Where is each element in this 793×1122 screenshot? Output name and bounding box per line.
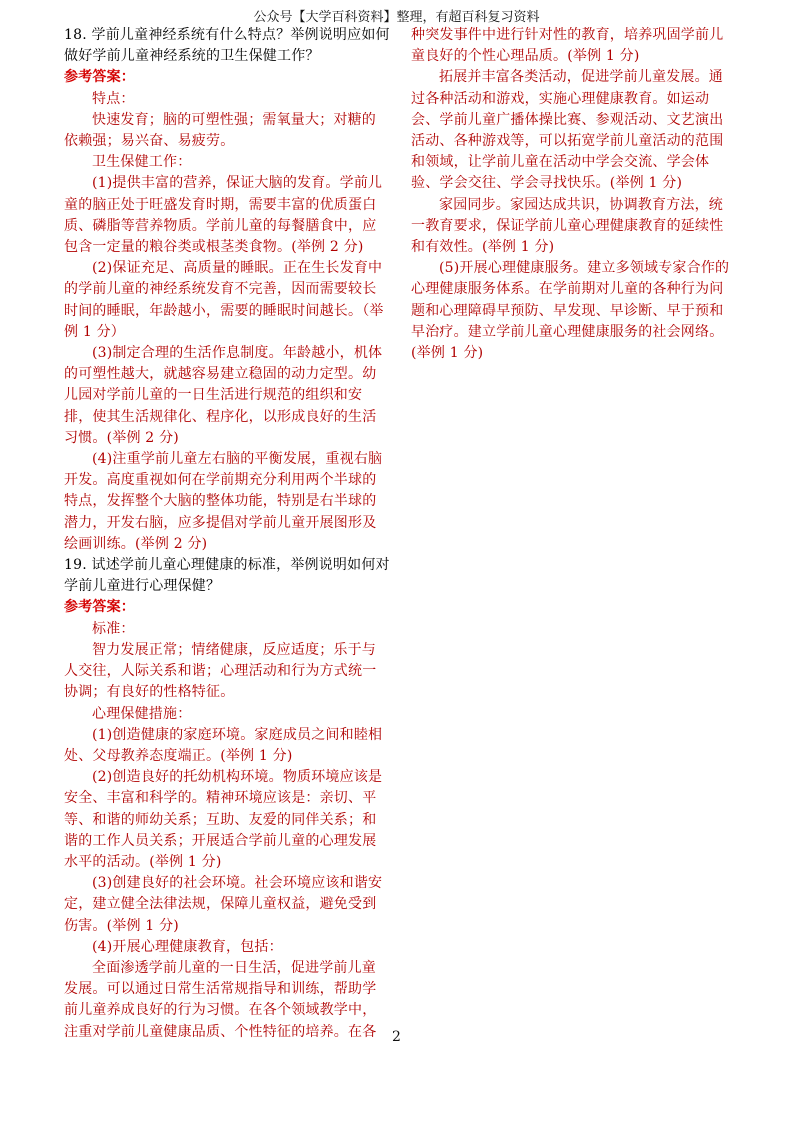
page-header: 公众号【大学百科资料】整理，有超百科复习资料 [253,10,540,25]
answer-label-19: 参考答案： [64,599,135,616]
paragraph-continued: 种突发事件中进行针对性的教育，培养巩固学前儿童良好的个性心理品质。(举例 1 分) [411,27,724,65]
paragraph: (4)注重学前儿童左右脑的平衡发展，重视右脑开发。高度重视如何在学前期充分利用两个半球的特点，发挥整个大脑的整体功能，特别是右半球的潜力，开发右脑，应多提倡对学前儿童开展图形及绘画训练。(举例 2 分) [64,451,383,552]
paragraph: 特点： [92,90,135,107]
paragraph: (3)创建良好的社会环境。社会环境应该和谐安定，建立健全法律法规，保障儿童权益，避免受到伤害。(举例 1 分) [64,875,383,934]
answer-label-18: 参考答案： [64,69,135,86]
paragraph: (2)保证充足、高质量的睡眠。正在生长发育中的学前儿童的神经系统发育不完善，因而需要较长时间的睡眠，年龄越小，需要的睡眠时间越长。（举例 1 分） [64,260,384,340]
question-18: 18. 学前儿童神经系统有什么特点？举例说明应如何做好学前儿童神经系统的卫生保健工作？ [64,27,390,65]
paragraph: 拓展并丰富各类活动，促进学前儿童发展。通过各种活动和游戏，实施心理健康教育。如运动会、学前儿童广播体操比赛、参观活动、文艺演出活动、各种游戏等，可以拓宽学前儿童活动的范围和领域，让学前儿童在活动中学会交流、学会体验、学会交往、学会寻找快乐。(举例 1 分) [411,69,724,192]
paragraph: (3)制定合理的生活作息制度。年龄越小，机体的可塑性越大，就越容易建立稳固的动力定型。幼儿园对学前儿童的一日生活进行规范的组织和安排，使其生活规律化、程序化，以形成良好的生活习惯。(举例 2 分) [64,345,383,446]
question-19: 19. 试述学前儿童心理健康的标准，举例说明如何对学前儿童进行心理保健？ [64,557,390,595]
paragraph: (2)创造良好的托幼机构环境。物质环境应该是安全、丰富和科学的。精神环境应该是：亲切、平等、和谐的师幼关系；互助、友爱的同伴关系；和谐的工作人员关系；开展适合学前儿童的心理发展水平的活动。(举例 1 分) [64,769,383,870]
paragraph: (1)提供丰富的营养，保证大脑的发育。学前儿童的脑正处于旺盛发育时期，需要丰富的优质蛋白质、磷脂等营养物质。学前儿童的每餐膳食中，应包含一定量的粮谷类或根茎类食物。(举例 2 分) [64,175,383,256]
right-column [411,25,737,364]
paragraph: 快速发育；脑的可塑性强；需氧量大；对糖的依赖强；易兴奋、易疲劳。 [64,111,376,150]
paragraph: 卫生保健工作： [92,154,192,171]
paragraph: 家园同步。家园达成共识，协调教育方法，统一教育要求，保证学前儿童心理健康教育的延续性和有效性。(举例 1 分) [411,196,724,256]
paragraph: (1)创造健康的家庭环境。家庭成员之间和睦相处、父母教养态度端正。(举例 1 分) [64,726,383,764]
paragraph: 智力发展正常；情绪健康，反应适度；乐于与人交往，人际关系和谐；心理活动和行为方式统一协调；有良好的性格特征。 [64,641,377,701]
paragraph: 全面渗透学前儿童的一日生活，促进学前儿童发展。可以通过日常生活常规指导和训练，帮助学前儿童养成良好的行为习惯。在各个领域教学中，注重对学前儿童健康品质、个性特征的培养。在各 [64,959,377,1040]
left-column [64,25,390,1043]
paragraph: (4)开展心理健康教育，包括： [92,938,283,955]
paragraph: 标准： [92,620,135,637]
paragraph: (5)开展心理健康服务。建立多领域专家合作的心理健康服务体系。在学前期对儿童的各种行为问题和心理障碍早预防、早发现、早诊断、早于预和早治疗。建立学前儿童心理健康服务的社会网络。(举例 1 分) [411,260,730,362]
page-number: 2 [392,1029,401,1045]
paragraph: 心理保健措施： [92,705,192,722]
